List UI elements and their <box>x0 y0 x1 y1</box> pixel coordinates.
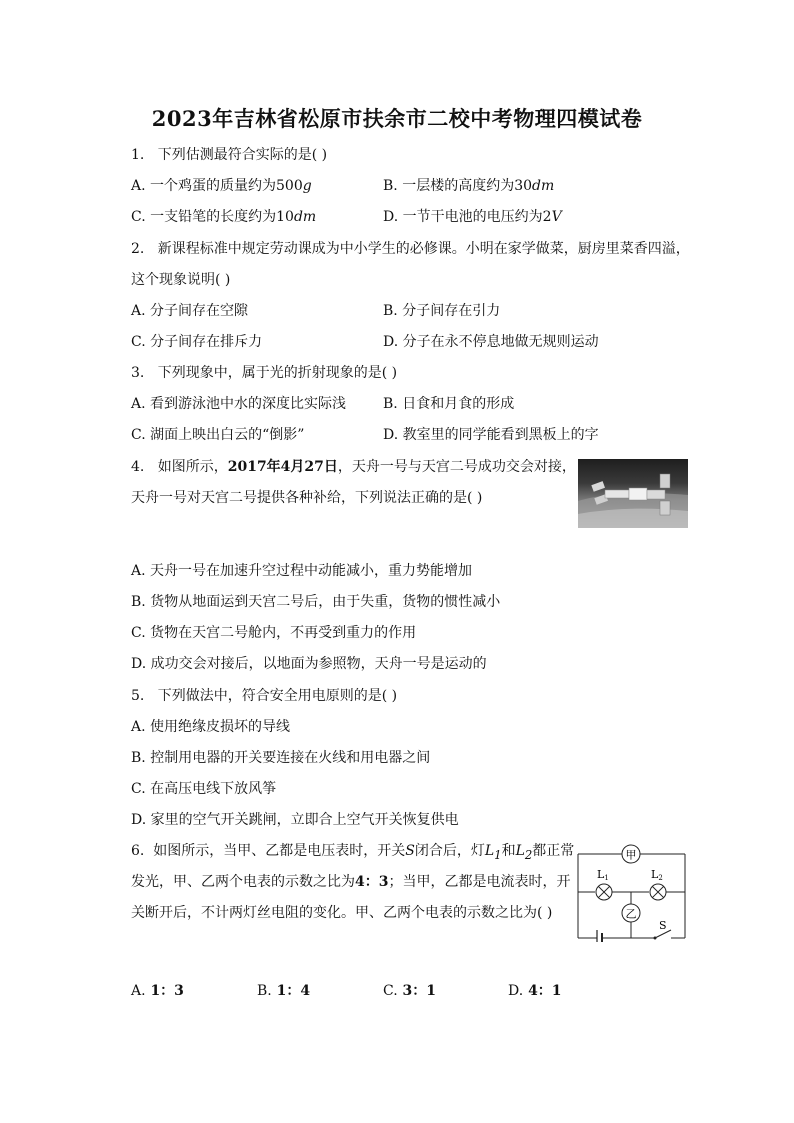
option-6a[interactable]: A. 1：3 <box>131 983 184 999</box>
option-5b[interactable]: B. 控制用电器的开关要连接在火线和用电器之间 <box>131 750 431 766</box>
option-4a[interactable]: A. 天舟一号在加速升空过程中动能减小，重力势能增加 <box>131 563 473 579</box>
option-6b[interactable]: B. 1：4 <box>257 983 311 999</box>
option-4b[interactable]: B. 货物从地面运到天宫二号后，由于失重，货物的惯性减小 <box>131 594 501 610</box>
question-2 <box>131 239 690 259</box>
option-3a[interactable]: A. 看到游泳池中水的深度比实际浅 <box>131 396 347 412</box>
option-1a[interactable]: A. 一个鸡蛋的质量约为500g <box>131 178 312 194</box>
date: 2017年4月27日 <box>227 459 338 475</box>
question-text: 下列做法中，符合安全用电原则的是( ) <box>157 688 398 704</box>
question-text: 下列估测最符合实际的是( ) <box>157 147 328 163</box>
option-6d[interactable]: D. 4：1 <box>508 983 562 999</box>
option-4d[interactable]: D. 成功交会对接后，以地面为参照物，天舟一号是运动的 <box>131 656 487 672</box>
option-6c[interactable]: C. 3：1 <box>383 983 437 999</box>
question-4-line-2: 天舟一号对天宫二号提供各种补给，下列说法正确的是( ) <box>131 490 483 506</box>
question-5 <box>131 686 397 706</box>
option-3d[interactable]: D. 教室里的同学能看到黑板上的字 <box>383 427 599 443</box>
option-1b[interactable]: B. 一层楼的高度约为30dm <box>383 178 555 194</box>
lamp-1-label: L1 <box>597 868 609 882</box>
option-3c[interactable]: C. 湖面上映出白云的“倒影” <box>131 427 305 443</box>
meter-yi-label: 乙 <box>625 907 637 921</box>
question-6-line-3: 关断开后，不计两灯丝电阻的变化。甲、乙两个电表的示数之比为( ) <box>131 905 553 921</box>
switch-label: S <box>659 919 667 932</box>
question-number: 3. <box>131 365 145 381</box>
page-title: 2023年吉林省松原市扶余市二校中考物理四模试卷 <box>151 106 643 131</box>
space-station-photo <box>578 459 688 528</box>
question-number: 4. <box>131 459 145 475</box>
option-2a[interactable]: A. 分子间存在空隙 <box>131 303 249 319</box>
option-2d[interactable]: D. 分子在永不停息地做无规则运动 <box>383 334 599 350</box>
question-number: 5. <box>131 688 145 704</box>
question-3 <box>131 363 397 383</box>
question-number: 2. <box>131 241 145 257</box>
option-2c[interactable]: C. 分子间存在排斥力 <box>131 334 263 350</box>
option-5a[interactable]: A. 使用绝缘皮损坏的导线 <box>131 719 291 735</box>
question-text: 下列现象中，属于光的折射现象的是( ) <box>157 365 398 381</box>
question-number: 6. <box>131 843 145 859</box>
question-4: 4. 如图所示，2017年4月27日，天舟一号与天宫二号成功交会对接， <box>131 459 576 475</box>
question-2-line-2: 这个现象说明( ) <box>131 272 231 288</box>
option-5d[interactable]: D. 家里的空气开关跳闸，立即合上空气开关恢复供电 <box>131 812 459 828</box>
option-3b[interactable]: B. 日食和月食的形成 <box>383 396 515 412</box>
option-5c[interactable]: C. 在高压电线下放风筝 <box>131 781 277 797</box>
question-number: 1. <box>131 147 145 163</box>
question-6: 6. 如图所示，当甲、乙都是电压表时，开关S闭合后，灯$L_1$和$L_2$都正常 <box>131 843 575 862</box>
meter-jia-label: 甲 <box>625 848 637 862</box>
question-6-line-2: 发光，甲、乙两个电表的示数之比为4：3；当甲，乙都是电流表时，开 <box>131 874 571 890</box>
circuit-diagram <box>575 842 691 942</box>
option-1c[interactable]: C. 一支铅笔的长度约为10dm <box>131 209 317 225</box>
space-station-illustration <box>578 459 688 528</box>
option-1d[interactable]: D. 一节干电池的电压约为2V <box>383 209 562 225</box>
lamp-2-label: L2 <box>651 868 663 882</box>
question-text: 新课程标准中规定劳动课成为中小学生的必修课。小明在家学做菜，厨房里菜香四溢， <box>157 241 690 257</box>
option-2b[interactable]: B. 分子间存在引力 <box>383 303 501 319</box>
option-4c[interactable]: C. 货物在天宫二号舱内，不再受到重力的作用 <box>131 625 417 641</box>
question-1 <box>131 145 327 165</box>
